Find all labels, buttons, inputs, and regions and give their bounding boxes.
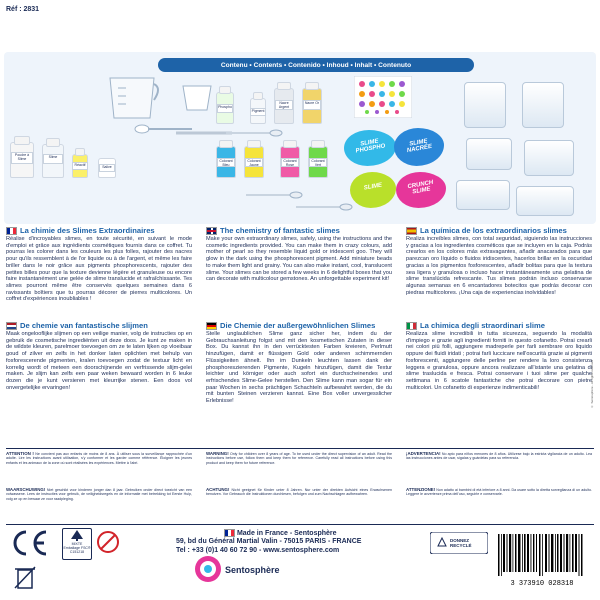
logo-text: Sentosphère	[225, 565, 280, 575]
measuring-jug-icon	[104, 74, 162, 122]
storage-jar	[464, 82, 506, 128]
warning-head: ATTENTION !	[6, 451, 34, 456]
section-body: Realizza slime incredibili in tutta sicurezza, seguendo la modalità d'impiego e grazie agli ingredienti forniti in questo cofanetto. Potrai crearli nei colori più folli, aggiungere madreperle per farli sembrare oro liquido oppure dei fluidi iridati ; potrai farli luccicare nell'oscurità grazie ai pigmenti fosforescenti, aggiungere delle perline per rendere la loro consistenza leggera e granulosa, oppure ancora realizzare all'istante una gelatina di slime traslucida e fresca. Potrai conservare i tuoi slime per qualche settimana in 6 scatole fantastiche che potrai decorare con pietre multicolori. Un cofanetto di esperienze indimenticabili!	[406, 331, 592, 391]
ce-mark-icon	[6, 528, 50, 558]
bottle-cap	[219, 86, 231, 94]
blob-label: CRUNCH SLIME	[407, 179, 434, 196]
divider-line	[6, 448, 594, 449]
recycle-label: DONNEZ RECYCLÉ	[450, 538, 472, 548]
blob-label: SLIME PHOSPHO	[355, 138, 386, 155]
barcode-bars	[490, 532, 594, 580]
bottle-label: Nacre Argent	[275, 100, 293, 110]
bottle-label: Colorant Jaune	[245, 158, 263, 167]
warning-text: No apto para niños menores de 8 años. Utilízese bajo la estricta vigilancia de un adulto. Lea las instrucciones antes de usar, sígalas y guárdelas para su referencia.	[406, 452, 592, 461]
section-gb	[206, 226, 392, 283]
germany-flag-icon	[206, 322, 217, 330]
bottle-label: Réactif	[72, 162, 88, 170]
warning-text: Only for children over 8 years of age. To be used under the direct supervision of an adult. Read the instructions before use, follow them and keep them for reference. Carefully read all instructions before using this product and keep them for future reference.	[206, 452, 392, 465]
bottle-cap	[305, 82, 319, 90]
bottle-label: Phospho	[217, 104, 233, 113]
spain-flag-icon	[406, 227, 417, 235]
pipette-icon	[224, 128, 284, 138]
section-title: The chemistry of fantastic slimes	[220, 226, 340, 235]
warning-text: Ne convient pas aux enfants de moins de 8 ans. À utiliser sous la surveillance rapprochée d'un adulte. Lire les instructions avant utilisation, s'y conformer et les garder comme référence. Éloigner les jeunes enfants et les animaux de la zone où sont réalisées les expériences. Mettre à l'abri.	[6, 452, 193, 465]
france-flag-icon	[6, 227, 17, 235]
contents-banner: Contenu • Contents • Contenido • Inhoud • Inhalt • Contenuto	[158, 58, 474, 72]
warning-de	[206, 488, 392, 497]
bin-recycling-icon	[12, 564, 38, 590]
storage-jar	[466, 138, 512, 170]
section-fr	[6, 226, 192, 303]
storage-jar	[456, 180, 510, 210]
warning-text: Niet geschikt voor kinderen jonger dan 8 jaar. Gebruiken onder direct toezicht van een volwassene. Lees de instructies voor gebruik, de veiligheidsregels en de informatie met betrekking tot Eerste Hulp, volg ze op en bewaar ze voor raadpleging.	[6, 488, 193, 501]
warning-nl	[6, 488, 192, 501]
warning-gb	[206, 452, 392, 465]
warning-head: WARNING!	[206, 451, 229, 456]
bottle-cap	[14, 136, 30, 145]
warning-head: WAARSCHUWING!	[6, 487, 46, 492]
section-nl	[6, 321, 192, 391]
section-body: Maak ongelooflijke slijmen op een veilige manier, volg de instructies op en gebruik de cosmetische ingrediënten uit deze doos. Je kunt ze maken in de wildste kleuren, parelmoer toevoegen om ze te laten lijken op vloeibaar goud of zilver en zelfs in het donker laten oplichten met behulp van fosforescerende pigmenten, kralen toevoegen zodat de textuur licht en korrelig wordt of meteen een doorschijnende en verfrissende slijm-gelei maken. Je slijm kan zelfs een paar weken bewaard worden in 6 leuke dozen die je kunt versieren met kleurrijke stenen. Een doos vol onvergetelijke ervaringen!	[6, 331, 192, 391]
italy-flag-icon	[406, 322, 417, 330]
bottle-cap	[75, 148, 85, 156]
warning-head: ¡ADVERTENCIA!	[406, 451, 441, 456]
product-contents-photo	[4, 52, 596, 224]
bottle-cap	[219, 140, 233, 148]
footer-certifications	[6, 528, 124, 594]
sentosphere-logo	[192, 552, 280, 586]
section-it	[406, 321, 592, 391]
bottle-label: Colorant Bleu	[217, 158, 235, 167]
company-address: 59, bd du Général Martial Valin - 75015 PARIS - FRANCE Tel : +33 (0)1 40 60 72 90 - www.sentosphere.com	[176, 538, 362, 554]
age-warning-icon	[96, 530, 120, 554]
storage-jar	[516, 186, 574, 216]
bottle-label: Nacre Or	[303, 100, 321, 110]
section-body: Make your own extraordinary slimes, safely, using the instructions and the cosmetic ingredients provided. You can make them in crazy colours, add mother of pearl so they resemble liquid gold or iridescent goo. They will glow in the dark using the phosphorescent pigment. Add miniature beads to make them light and grainy. You can also make instant, cool, translucent slime. Your slimes can be stored a few weeks in 6 delightful boxes that you can decorate with multicolour gemstones. An unforgettable experiment kit!	[206, 236, 392, 283]
tree-icon	[70, 529, 84, 541]
reference-number: Réf : 2831	[6, 6, 40, 13]
bottle-label: Colorant Vert	[309, 158, 327, 167]
warning-text: Non adatto ai bambini di età inferiore a 8 anni. Da usare sotto la diretta sorveglianza di un adulto. Leggere le avvertenze prima dell'uso, seguirle e conservarle.	[406, 488, 592, 497]
blob-label: SLIME	[363, 182, 383, 192]
barcode-digits: 3 373910 028318	[510, 580, 574, 588]
blob-label: SLIME NACRÉE	[406, 138, 433, 155]
warning-it	[406, 488, 592, 497]
fsc-text: MIXTE Emballage FSC® C151218	[63, 542, 91, 554]
section-title: La chimie des Slimes Extraordinaires	[20, 226, 155, 235]
section-title: Die Chemie der außergewöhnlichen Slimes	[220, 321, 376, 330]
warning-text: Nicht geeignet für Kinder unter 8 Jahren. Nur unter der direkten Aufsicht eines Erwachsenen benutzen. Vor Gebrauch die Instruktionen durchlesen, befolgen und zum Nachschlagen aufbewahren.	[206, 488, 392, 497]
measuring-cup-icon	[179, 82, 215, 112]
pipette-icon	[294, 202, 354, 212]
bottle-label: Colorant Rose	[281, 158, 299, 167]
barcode	[490, 532, 594, 592]
copyright-note: © Sentosphère - All rights reserved	[590, 360, 594, 409]
section-body: Stelle unglaublichen Slime ganz sicher her, indem du der Gebrauchsanleitung folgst und mit den kosmetischen Zutaten in dieser Box. Du kannst ihn in den verrücktesten Farben kreieren, Perlmutt hinzufügen, damit er flüssigem Gold oder anderen schimmernden Flüssigkeiten ähnelt. Ihn im Dunkeln leuchten lassen dank der phosphoreszierenden Pigmente, Kugeln hinzufügen, damit die Textur leichter und körniger oder auch sofort ein durchscheinendes und erfrischendes Slime-Gelee herstellen. Den Slime kann man sogar für ein paar Wochen in sechs prächtigen Schachteln aufbewahrt werden, die du mit bunten Steinen verzieren kannst. Eine Box voller unvergesslicher Erlebnisse!	[206, 331, 392, 405]
section-title: La chimica degli straordinari slime	[420, 321, 545, 330]
bottle-cap	[253, 92, 263, 100]
pipette-icon	[244, 190, 304, 200]
gemstone-sticker-sheet	[354, 76, 412, 118]
bottle-label: Poudre à Slime	[11, 152, 33, 164]
section-title: De chemie van fantastische slijmen	[20, 321, 148, 330]
divider-line	[6, 524, 594, 525]
warning-es	[406, 452, 592, 461]
bottle-cap	[247, 140, 261, 148]
section-de	[206, 321, 392, 405]
warning-head: ATTENZIONE!	[406, 487, 436, 492]
bottle-label: Slime	[43, 154, 63, 164]
section-body: Réalise d'incroyables slimes, en toute sécurité, en suivant le mode d'emploi et grâce aux ingrédients cosmétiques fournis dans ce coffret. Tu pourras les colorer dans les couleurs les plus folles, rajouter des nacres pour qu'ils ressemblent à de l'or liquide ou à de l'argent, et même les faire briller dans le noir grâce aux pigments phosphorescents, rajouter des petites billes pour que la texture devienne légère et granuleuse ou encore faire instantanément une gelée de slime translucide et rafraîchissante. Tes slimes pourront même être conservés quelques semaines dans 6 ravissants boîtiers que tu pourras décorer de pierres multicolores. Un coffret d'expériences inoubliables !	[6, 236, 192, 303]
bottle-label: Salive	[99, 164, 115, 172]
bottle-cap	[46, 138, 60, 147]
recycle-badge	[430, 532, 488, 554]
section-body: Realiza increíbles slimes, con total seguridad, siguiendo las instrucciones y gracias a los ingredientes cosméticos que se incluyen en la caja. Podrás crearlos en los colores más extravagantes, añadir anacarados para que parezcan oro líquido o fluidos iridiscentes, hacerlos brillar en la oscuridad gracias a los pigmentos fosforescentes, añadir bolitas para que la textura sea ligera y granulosa o incluso hacer instantáneamente una gelatina de slime translúcida refrescante. Tus slimes podrán incluso conservarse algunas semanas en 6 encantadores botecitos que podrás decorar con piedras multicolores. ¡Una caja de experiencias inolvidables!	[406, 236, 592, 296]
bottle-cap	[277, 82, 291, 90]
netherlands-flag-icon	[6, 322, 17, 330]
bottle-cap	[283, 140, 297, 148]
france-flag-icon	[224, 529, 235, 537]
storage-jar	[524, 140, 574, 176]
section-title: La química de los extraordinarios slimes	[420, 226, 567, 235]
uk-flag-icon	[206, 227, 217, 235]
made-in-france: Made in France - Sentosphère	[224, 529, 337, 537]
storage-jar	[522, 82, 564, 128]
fsc-label	[62, 528, 92, 560]
warning-head: ACHTUNG!	[206, 487, 230, 492]
bottle-cap	[311, 140, 325, 148]
bottle-label: Pigment	[250, 108, 266, 116]
warning-fr	[6, 452, 192, 465]
section-es	[406, 226, 592, 296]
